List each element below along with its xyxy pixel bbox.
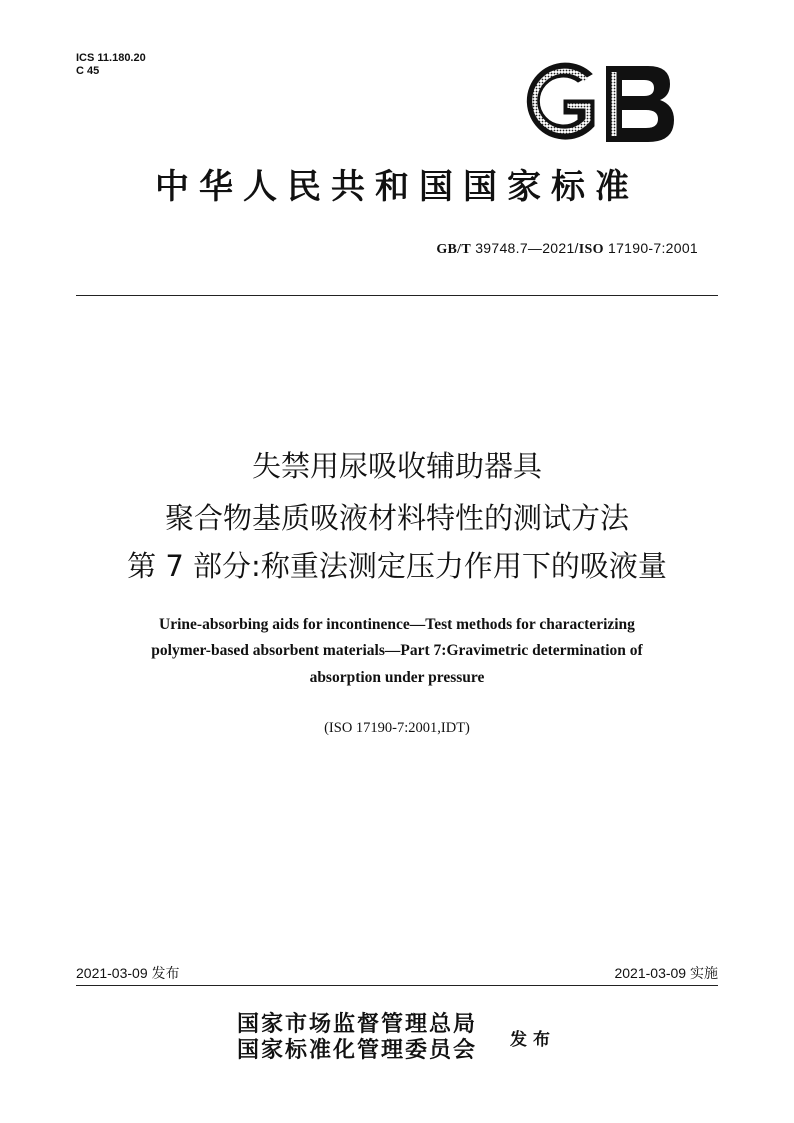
issue-date: 2021-03-09 发布: [76, 965, 180, 981]
ics-code: ICS 11.180.20: [76, 52, 146, 64]
standard-number: [436, 240, 698, 258]
english-title-line-3: absorption under pressure: [309, 669, 485, 686]
publish-label: 发布: [510, 1030, 556, 1050]
ccs-code: C 45: [76, 65, 100, 77]
iso-equivalence: (ISO 17190-7:2001,IDT): [324, 720, 470, 736]
standard-title: 中华人民共和国国家标准: [155, 167, 639, 207]
issuer-sac: 国家标准化管理委员会: [237, 1037, 478, 1063]
implementation-date: 2021-03-09 实施: [614, 965, 718, 981]
standard-number-iso-prefix: ISO: [578, 242, 604, 257]
chinese-title-line-3: 第 7 部分:称重法测定压力作用下的吸液量: [127, 549, 667, 583]
chinese-title-line-1: 失禁用尿吸收辅助器具: [251, 449, 542, 483]
issuer-samr: 国家市场监督管理总局: [237, 1011, 478, 1037]
standard-number-iso: 17190-7:2001: [607, 240, 698, 256]
english-title-line-1: Urine-absorbing aids for incontinence—Test methods for characterizing: [159, 616, 635, 633]
chinese-title-line-2: 聚合物基质吸液材料特性的测试方法: [164, 501, 629, 535]
english-title-line-2: polymer-based absorbent materials—Part 7:Gravimetric determination of: [151, 642, 643, 659]
classification-codes: [76, 52, 146, 78]
standard-number-main: 39748.7—2021/: [475, 240, 579, 256]
bottom-divider: [76, 985, 718, 986]
standard-number-prefix: GB/T: [436, 242, 471, 257]
gb-logo-icon: [520, 60, 676, 146]
top-divider: [76, 295, 718, 296]
